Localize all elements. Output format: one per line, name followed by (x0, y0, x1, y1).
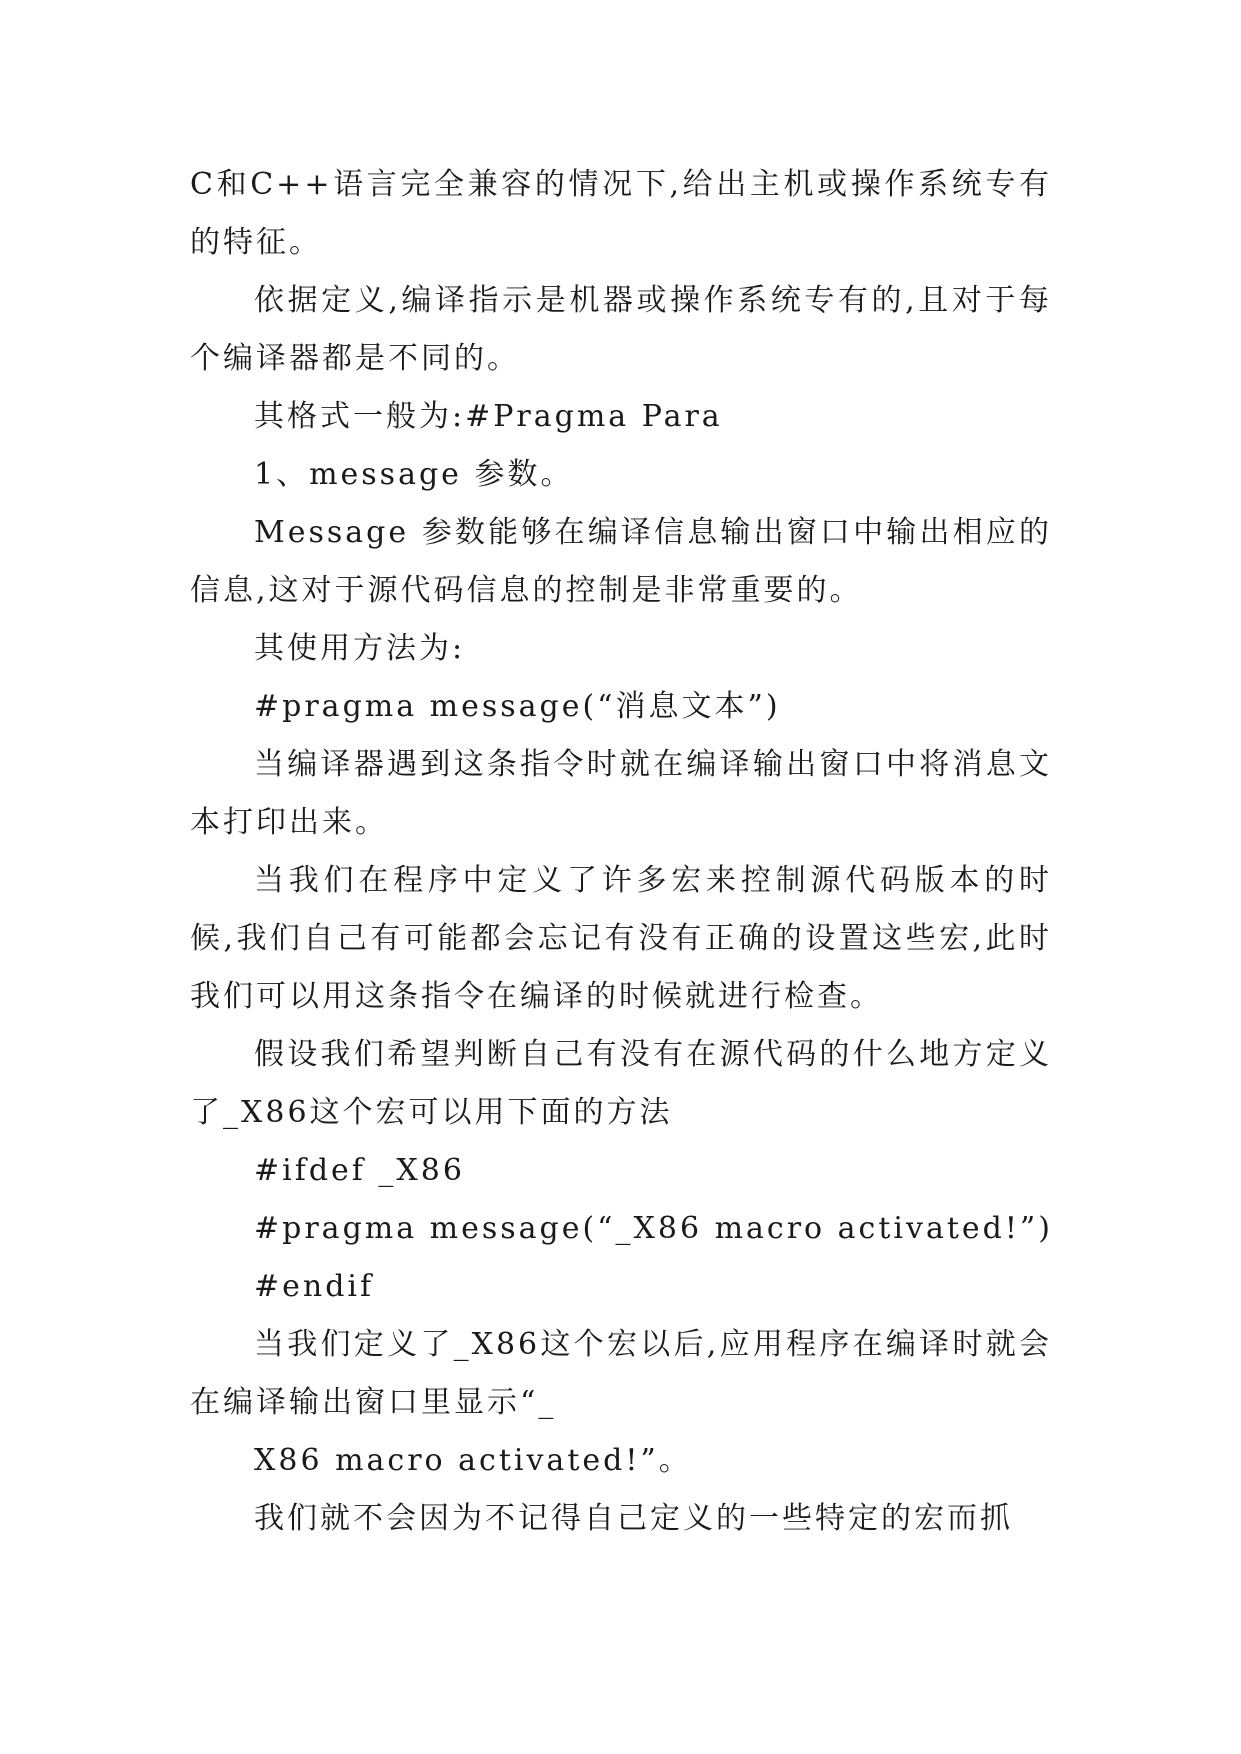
paragraph: C和C++语言完全兼容的情况下,给出主机或操作系统专有的特征。 (190, 167, 1052, 260)
document-body (190, 156, 1052, 1548)
paragraph: 其格式一般为:#Pragma Para (254, 399, 723, 434)
code-line: #endif (254, 1269, 375, 1304)
paragraph: 当我们定义了_X86这个宏以后,应用程序在编译时就会在编译输出窗口里显示“_ (190, 1327, 1052, 1420)
code-line: #pragma message(“_X86 macro activated!”) (254, 1211, 1053, 1246)
paragraph: 依据定义,编译指示是机器或操作系统专有的,且对于每个编译器都是不同的。 (190, 283, 1052, 376)
paragraph: 1、message 参数。 (254, 457, 574, 492)
paragraph: 当我们在程序中定义了许多宏来控制源代码版本的时候,我们自己有可能都会忘记有没有正确的设置这些宏,此时我们可以用这条指令在编译的时候就进行检查。 (190, 863, 1052, 1014)
paragraph: 其使用方法为: (254, 631, 466, 666)
paragraph: 当编译器遇到这条指令时就在编译输出窗口中将消息文本打印出来。 (190, 747, 1052, 840)
code-line: X86 macro activated!”。 (254, 1443, 692, 1478)
paragraph: 假设我们希望判断自己有没有在源代码的什么地方定义了_X86这个宏可以用下面的方法 (190, 1037, 1052, 1130)
code-line: #pragma message(“消息文本”) (254, 689, 781, 724)
paragraph: Message 参数能够在编译信息输出窗口中输出相应的信息,这对于源代码信息的控制是非常重要的。 (190, 515, 1052, 608)
paragraph: 我们就不会因为不记得自己定义的一些特定的宏而抓 (254, 1501, 1013, 1536)
code-line: #ifdef _X86 (254, 1153, 465, 1188)
